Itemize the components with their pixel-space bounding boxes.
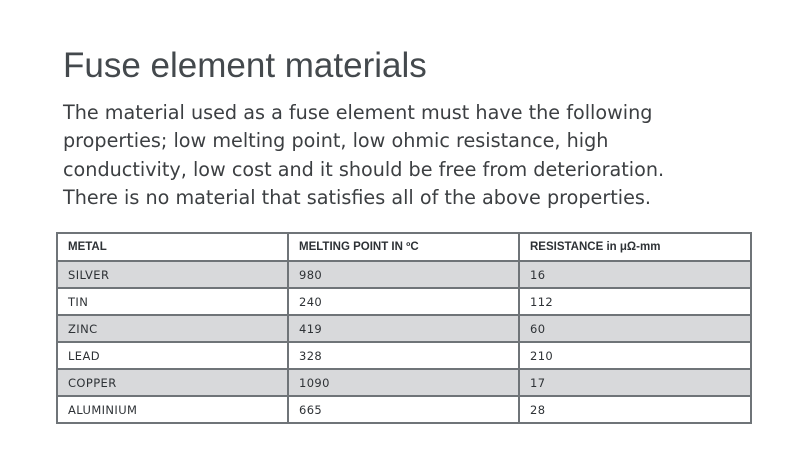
cell-resistance: 210 — [519, 342, 751, 369]
slide-title: Fuse element materials — [63, 46, 427, 85]
table-row — [57, 315, 751, 342]
table-row — [57, 342, 751, 369]
table-row — [57, 261, 751, 288]
cell-metal: SILVER — [57, 261, 288, 288]
cell-resistance: 28 — [519, 396, 751, 423]
cell-melting-point: 1090 — [288, 369, 519, 396]
fuse-materials-table — [56, 232, 752, 424]
table-row — [57, 369, 751, 396]
table-row — [57, 288, 751, 315]
cell-melting-point: 240 — [288, 288, 519, 315]
cell-metal: TIN — [57, 288, 288, 315]
cell-melting-point: 328 — [288, 342, 519, 369]
table-row — [57, 396, 751, 423]
cell-metal: ZINC — [57, 315, 288, 342]
cell-resistance: 60 — [519, 315, 751, 342]
cell-resistance: 112 — [519, 288, 751, 315]
cell-metal: COPPER — [57, 369, 288, 396]
cell-resistance: 17 — [519, 369, 751, 396]
table-header-row — [57, 233, 751, 261]
header-melting-point: MELTING POINT IN ºC — [288, 233, 519, 261]
cell-resistance: 16 — [519, 261, 751, 288]
header-resistance: RESISTANCE in μΩ-mm — [519, 233, 751, 261]
slide-body-text: The material used as a fuse element must have the following properties; low melting point, low ohmic resistance, high conductivity, low cost and it should be free from deterioration. There is no material that satisfies all of the above properties. — [63, 101, 665, 209]
header-metal: METAL — [57, 233, 288, 261]
cell-melting-point: 419 — [288, 315, 519, 342]
cell-metal: LEAD — [57, 342, 288, 369]
cell-melting-point: 665 — [288, 396, 519, 423]
cell-melting-point: 980 — [288, 261, 519, 288]
cell-metal: ALUMINIUM — [57, 396, 288, 423]
